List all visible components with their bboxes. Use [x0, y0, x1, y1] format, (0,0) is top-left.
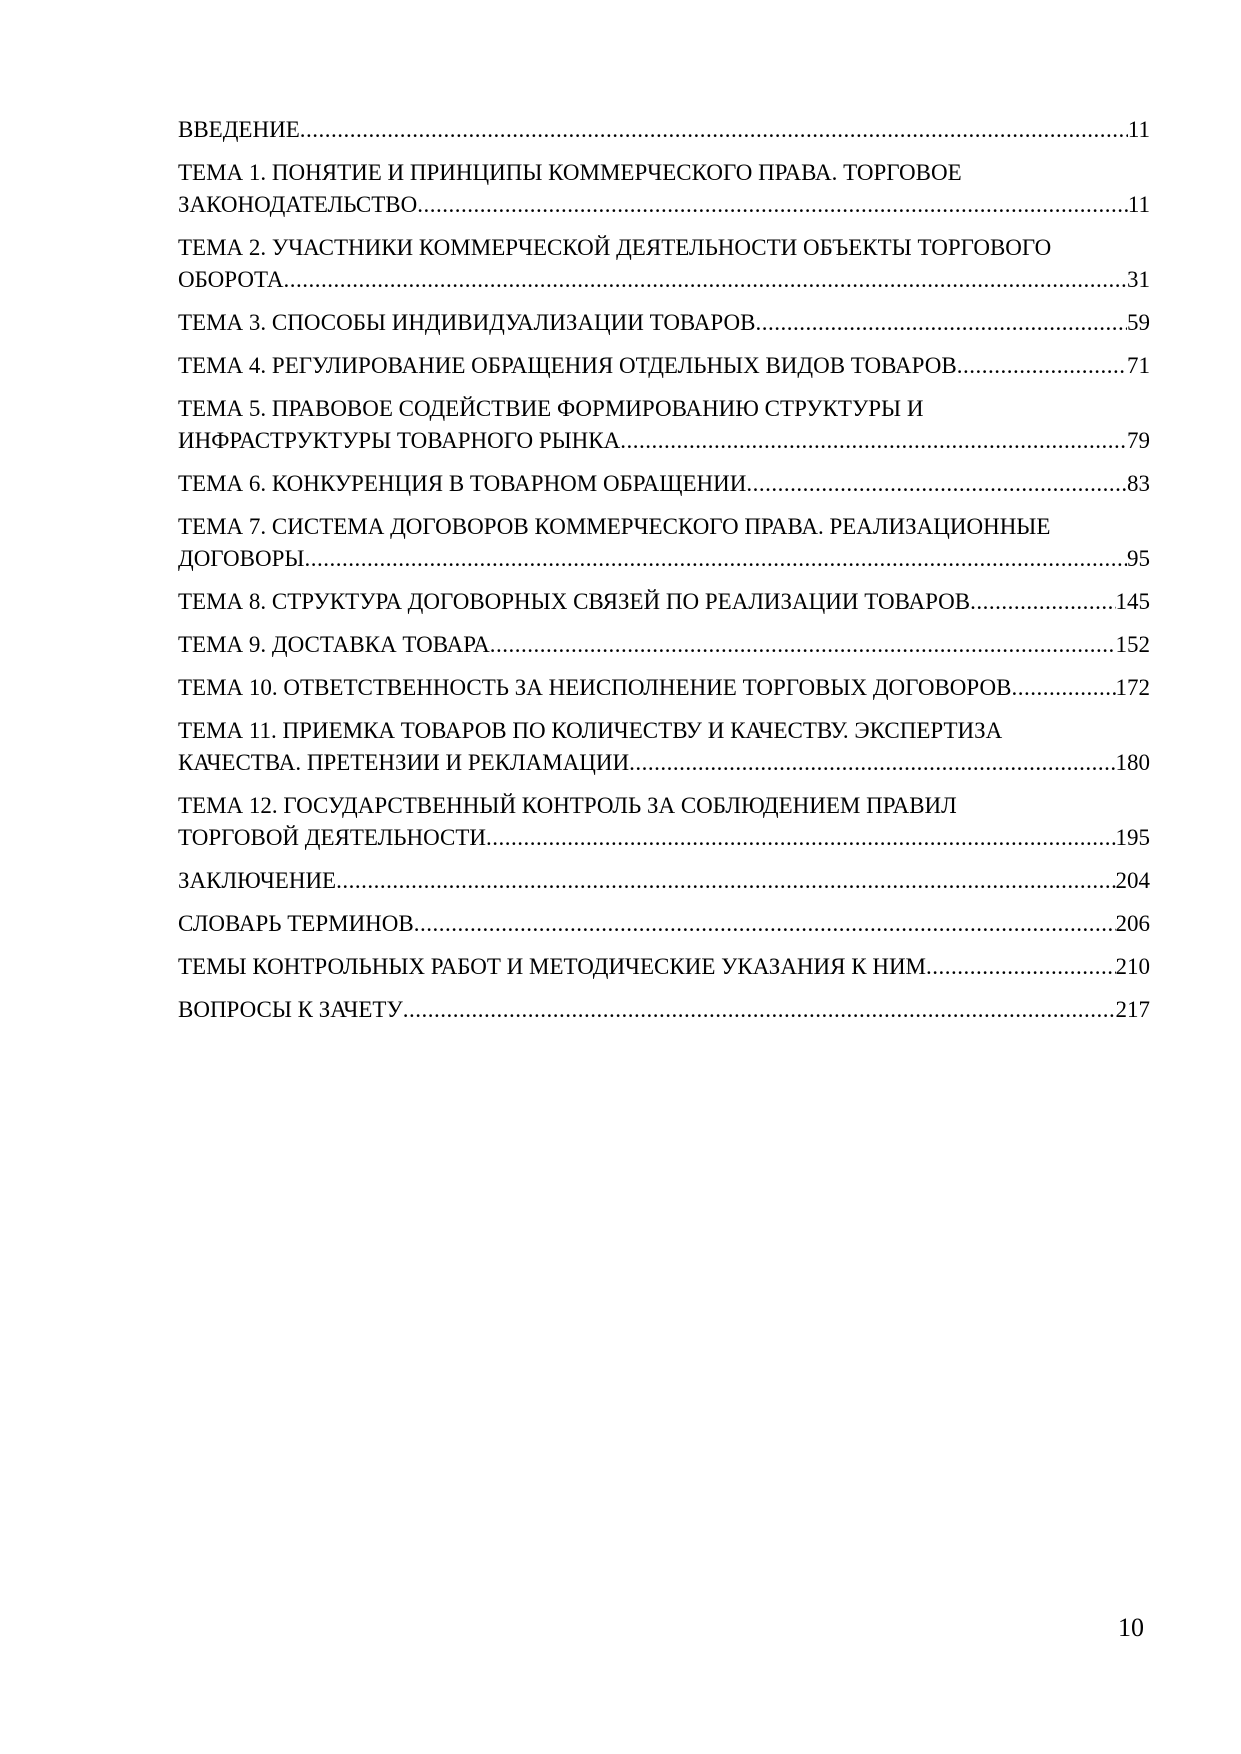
- toc-entry-title: СЛОВАРЬ ТЕРМИНОВ: [178, 911, 414, 936]
- toc-dot-leader: [403, 994, 1116, 1026]
- toc-entry[interactable]: [178, 157, 1150, 221]
- toc-entry-title: ИНФРАСТРУКТУРЫ ТОВАРНОГО РЫНКА: [178, 428, 621, 453]
- toc-entry-line: [178, 350, 1150, 382]
- toc-entry[interactable]: [178, 232, 1150, 296]
- toc-entry-title: ТЕМЫ КОНТРОЛЬНЫХ РАБОТ И МЕТОДИЧЕСКИЕ УКАЗАНИЯ К НИМ: [178, 954, 927, 979]
- toc-entry[interactable]: [178, 350, 1150, 382]
- toc-dot-leader: [336, 865, 1115, 897]
- toc-entry-title: ВВЕДЕНИЕ: [178, 117, 300, 142]
- toc-page-number: 152: [1115, 632, 1150, 657]
- toc-entry[interactable]: [178, 629, 1150, 661]
- toc-entry[interactable]: [178, 715, 1150, 779]
- toc-entry-line: [178, 425, 1150, 457]
- toc-entry-line: [178, 543, 1150, 575]
- toc-dot-leader: [755, 307, 1127, 339]
- toc-dot-leader: [620, 425, 1127, 457]
- toc-entry-line: [178, 468, 1150, 500]
- toc-dot-leader: [304, 543, 1127, 575]
- toc-page-number: 79: [1127, 428, 1150, 453]
- toc-dot-leader: [746, 468, 1127, 500]
- page-number: 10: [1118, 1613, 1144, 1642]
- toc-entry[interactable]: [178, 468, 1150, 500]
- toc-dot-leader: [486, 822, 1116, 854]
- toc-entry-title: ТЕМА 9. ДОСТАВКА ТОВАРА: [178, 632, 490, 657]
- toc-page-number: 145: [1115, 589, 1150, 614]
- toc-entry-title: ТЕМА 10. ОТВЕТСТВЕННОСТЬ ЗА НЕИСПОЛНЕНИЕ ТОРГОВЫХ ДОГОВОРОВ: [178, 675, 1012, 700]
- toc-dot-leader: [283, 264, 1127, 296]
- toc-dot-leader: [414, 908, 1116, 940]
- toc-entry[interactable]: [178, 307, 1150, 339]
- toc-entry-line: [178, 747, 1150, 779]
- toc-entry-line: [178, 822, 1150, 854]
- toc-page-number: 206: [1115, 911, 1150, 936]
- toc-entry-title: ДОГОВОРЫ: [178, 546, 305, 571]
- toc-dot-leader: [490, 629, 1116, 661]
- toc-entry-line: [178, 629, 1150, 661]
- toc-entry-title-line: ТЕМА 1. ПОНЯТИЕ И ПРИНЦИПЫ КОММЕРЧЕСКОГО ПРАВА. ТОРГОВОЕ: [178, 160, 962, 185]
- toc-dot-leader: [629, 747, 1115, 779]
- toc-page-number: 31: [1127, 267, 1150, 292]
- toc-entry-title-line: ТЕМА 12. ГОСУДАРСТВЕННЫЙ КОНТРОЛЬ ЗА СОБЛЮДЕНИЕМ ПРАВИЛ: [178, 793, 957, 818]
- toc-entry[interactable]: [178, 672, 1150, 704]
- toc-entry[interactable]: [178, 393, 1150, 457]
- toc-entry-title-line: ТЕМА 5. ПРАВОВОЕ СОДЕЙСТВИЕ ФОРМИРОВАНИЮ СТРУКТУРЫ И: [178, 396, 924, 421]
- toc-page-number: 204: [1115, 868, 1150, 893]
- toc-entry-line: [178, 672, 1150, 704]
- toc-entry-title-line: ТЕМА 2. УЧАСТНИКИ КОММЕРЧЕСКОЙ ДЕЯТЕЛЬНОСТИ ОБЪЕКТЫ ТОРГОВОГО: [178, 235, 1052, 260]
- toc-dot-leader: [300, 114, 1128, 146]
- toc-entry-title-line: ТЕМА 7. СИСТЕМА ДОГОВОРОВ КОММЕРЧЕСКОГО ПРАВА. РЕАЛИЗАЦИОННЫЕ: [178, 514, 1051, 539]
- toc-page-number: 180: [1115, 750, 1150, 775]
- toc-entry-title: ОБОРОТА: [178, 267, 284, 292]
- toc-entry-title: ВОПРОСЫ К ЗАЧЕТУ: [178, 997, 403, 1022]
- toc-entry-title: ЗАКОНОДАТЕЛЬСТВО: [178, 192, 418, 217]
- toc-entry[interactable]: [178, 994, 1150, 1026]
- toc-page-number: 195: [1115, 825, 1150, 850]
- toc-entry-title: ТЕМА 3. СПОСОБЫ ИНДИВИДУАЛИЗАЦИИ ТОВАРОВ: [178, 310, 756, 335]
- toc-entry-line: [178, 951, 1150, 983]
- toc-entry[interactable]: [178, 908, 1150, 940]
- toc-entry-title: ТОРГОВОЙ ДЕЯТЕЛЬНОСТИ: [178, 825, 486, 850]
- toc-entry[interactable]: [178, 951, 1150, 983]
- table-of-contents: [178, 114, 1150, 1037]
- toc-entry[interactable]: [178, 865, 1150, 897]
- toc-entry-title: ТЕМА 4. РЕГУЛИРОВАНИЕ ОБРАЩЕНИЯ ОТДЕЛЬНЫХ ВИДОВ ТОВАРОВ: [178, 353, 957, 378]
- toc-dot-leader: [957, 350, 1127, 382]
- toc-page-number: 59: [1127, 310, 1150, 335]
- toc-entry-line: [178, 908, 1150, 940]
- toc-entry[interactable]: [178, 586, 1150, 618]
- toc-entry[interactable]: [178, 114, 1150, 146]
- toc-page-number: 11: [1127, 192, 1150, 217]
- toc-dot-leader: [926, 951, 1115, 983]
- toc-entry-line: [178, 307, 1150, 339]
- toc-page-number: 95: [1127, 546, 1150, 571]
- toc-page-number: 83: [1127, 471, 1150, 496]
- toc-entry-line: [178, 865, 1150, 897]
- toc-page-number: 172: [1115, 675, 1150, 700]
- toc-entry-title: ЗАКЛЮЧЕНИЕ: [178, 868, 337, 893]
- toc-page-number: 210: [1115, 954, 1150, 979]
- toc-page-number: 11: [1127, 117, 1150, 142]
- toc-entry[interactable]: [178, 511, 1150, 575]
- toc-entry-line: [178, 994, 1150, 1026]
- toc-dot-leader: [417, 189, 1128, 221]
- toc-entry-title-line: ТЕМА 11. ПРИЕМКА ТОВАРОВ ПО КОЛИЧЕСТВУ И КАЧЕСТВУ. ЭКСПЕРТИЗА: [178, 718, 1003, 743]
- toc-entry-title: КАЧЕСТВА. ПРЕТЕНЗИИ И РЕКЛАМАЦИИ: [178, 750, 630, 775]
- toc-dot-leader: [970, 586, 1115, 618]
- toc-entry-line: [178, 264, 1150, 296]
- toc-entry-line: [178, 114, 1150, 146]
- toc-page-number: 71: [1127, 353, 1150, 378]
- toc-entry-title: ТЕМА 6. КОНКУРЕНЦИЯ В ТОВАРНОМ ОБРАЩЕНИИ: [178, 471, 747, 496]
- toc-entry[interactable]: [178, 790, 1150, 854]
- toc-page-number: 217: [1115, 997, 1150, 1022]
- toc-dot-leader: [1011, 672, 1115, 704]
- toc-entry-line: [178, 586, 1150, 618]
- toc-entry-line: [178, 189, 1150, 221]
- toc-entry-title: ТЕМА 8. СТРУКТУРА ДОГОВОРНЫХ СВЯЗЕЙ ПО РЕАЛИЗАЦИИ ТОВАРОВ: [178, 589, 971, 614]
